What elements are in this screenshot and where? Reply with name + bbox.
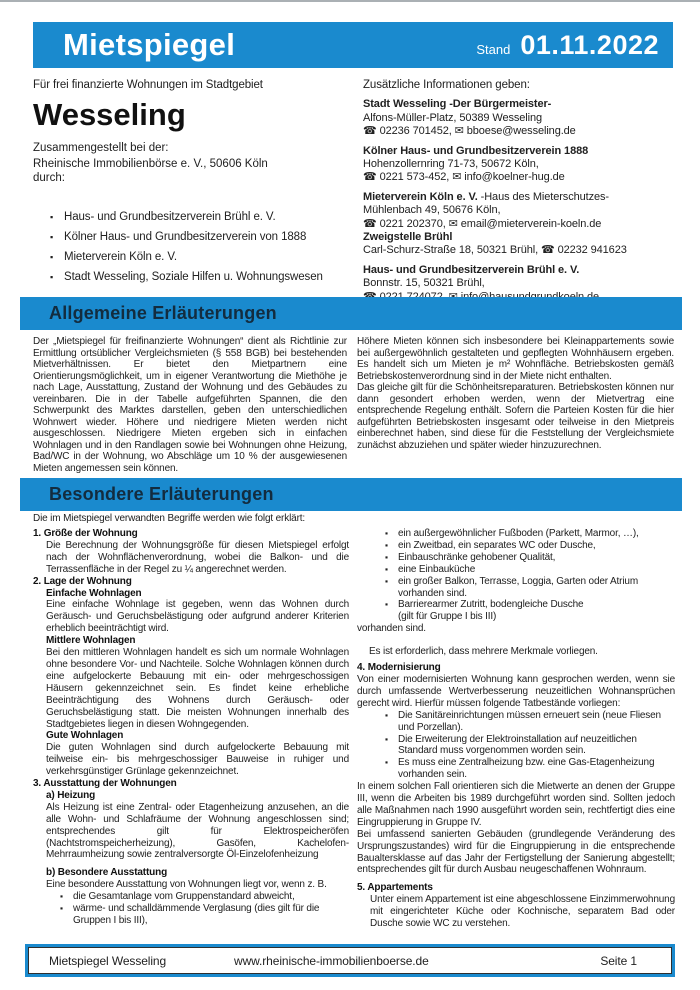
bullet-continuation: (gilt für Gruppe I bis III) (398, 611, 497, 623)
footer-inner (28, 947, 672, 974)
city-title: Wesseling (33, 97, 186, 132)
intro-block (33, 79, 351, 291)
member-name: Stadt Wesseling, Soziale Hilfen u. Wohnungswesen (64, 271, 323, 283)
footer-website: www.rheinische-immobilienboerse.de (234, 953, 429, 968)
contact-name-line (363, 191, 675, 204)
bullet-text: Einbauschränke gehobener Qualität, (398, 551, 556, 563)
subsection-heading: a) Heizung (46, 789, 96, 801)
list-item (357, 734, 675, 758)
phone-icon: ☎ (541, 244, 555, 257)
paragraph: Die Berechnung der Wohnungsgröße für diesen Mietspiegel erfolgt nach der Wohnflächenverordnung, wobei die Balkon- und die Terrassenfläche in der Regel zu ¼ angerechnet werden. (46, 539, 349, 575)
contact-line (363, 171, 675, 184)
contact-block (363, 191, 675, 258)
paragraph: Bei umfassend sanierten Gebäuden (grundlegende Veränderung des Ursprungszustandes) wird für die Eingruppierung in die entsprechende Baualtersklasse auf das Jahr der Fertigstellung der Sanierung abgestellt; entsprechendes gilt für durch Ausbau neugeschaffenen Wohnraum. (357, 828, 675, 876)
contact-email: info@koelner-hug.de (464, 171, 565, 184)
requirement-note: Es ist erforderlich, dass mehrere Merkmale vorliegen. (369, 646, 598, 658)
section-number: 3. (33, 778, 42, 790)
contact-branch-line (363, 244, 675, 257)
section-heading-text: Appartements (367, 882, 433, 894)
footer-doc-name: Mietspiegel Wesseling (49, 953, 167, 968)
mail-icon: ✉ (454, 125, 464, 138)
section-number: 4. (357, 662, 366, 674)
contact-name: Kölner Haus- und Grundbesitzerverein 1888 (363, 144, 589, 157)
stand-date: 01.11.2022 (520, 29, 659, 60)
bullet-text: ein außergewöhnlicher Fußboden (Parkett, Marmor, …), (398, 528, 639, 539)
subsection-heading: b) Besondere Ausstattung (46, 867, 168, 879)
square-bullet-icon: ▪ (50, 272, 54, 282)
square-bullet-icon: ▪ (50, 212, 54, 222)
section-4-modernisierung (357, 662, 675, 876)
section-heading (33, 778, 349, 790)
contacts-block (363, 79, 675, 304)
paragraph: Von einer modernisierten Wohnung kann gesprochen werden, wenn sie durch umfassende Wertverbesserung neuzeitlichen Wohnansprüchen gerecht wird. Hierfür müssen folgende Tatbestände vorliegen: (357, 673, 675, 709)
stand-date-group (476, 30, 659, 61)
list-item (357, 757, 675, 781)
contact-name: Stadt Wesseling -Der Bürgermeister- (363, 98, 552, 111)
besondere-intro: Die im Mietspiegel verwandten Begriffe werden wie folgt erklärt: (33, 513, 306, 524)
besondere-right-column (357, 528, 675, 930)
bullet-text: ein großer Balkon, Terrasse, Loggia, Garten oder Atrium vorhanden sind. (398, 575, 639, 599)
square-bullet-icon: ▪ (60, 903, 63, 914)
member-name: Kölner Haus- und Grundbesitzerverein von 1888 (64, 231, 307, 243)
list-item (33, 271, 351, 284)
allgemeine-right-column (357, 336, 674, 451)
phone-icon: ☎ (363, 125, 377, 138)
section-heading (357, 882, 675, 894)
paragraph: Bei den mittleren Wohnlagen handelt es sich um normale Wohnlagen ohne besondere Vor- und Nachteile. Solche Wohnlagen können durch eine aufgelockerte Bebauung mit ein- oder mehrgeschossigen Häusern gekennzeichnet sein. Es findet keine erhebliche Beeinträchtigung des Wohnens durch Geräusch- oder Geruchsbelästigung statt. Die meisten Wohnungen innerhalb des Stadtgebietes liegen in diesen Wohngegenden. (46, 647, 349, 730)
paragraph: Das gleiche gilt für die Schönheitsreparaturen. Betriebskosten können nur dann gesondert erhoben werden, wenn der Mietvertrag eine entsprechende Regelung enthält. Sofern die Parteien Kosten für die hier aufgeführten Betriebskosten insgesamt oder teilweise in den Mietpreis einberechnet haben, sind diese für die Feststellung der Vergleichsmiete zunächst abzuziehen und später wieder hinzuzurechnen. (357, 382, 674, 451)
square-bullet-icon: ▪ (385, 757, 388, 768)
contact-address: Alfons-Müller-Platz, 50389 Wesseling (363, 111, 543, 124)
contact-phone: 0221 202370, (379, 217, 446, 230)
scan-edge-artifact (0, 0, 700, 2)
section-heading (357, 662, 675, 674)
section-number: 2. (33, 575, 42, 587)
member-list (33, 211, 351, 284)
contact-address: Hohenzollernring 71-73, 50672 Köln, (363, 158, 539, 171)
list-item (33, 251, 351, 264)
list-item (46, 891, 349, 903)
mail-icon: ✉ (448, 217, 458, 230)
mail-icon: ✉ (452, 171, 462, 184)
contact-branch-address: Carl-Schurz-Straße 18, 50321 Brühl, (363, 244, 539, 257)
paragraph: Unter einem Appartement ist eine abgeschlossene Einzimmerwohnung mit eingerichteter Küche oder Kochnische, separatem Bad oder Dusche sowie WC zu verstehen. (370, 894, 675, 930)
square-bullet-icon: ▪ (50, 232, 54, 242)
compiled-label: Zusammengestellt bei der: (33, 142, 169, 154)
section-title: Besondere Erläuterungen (49, 484, 274, 504)
contact-email: bboese@wesseling.de (466, 125, 576, 138)
section-title: Allgemeine Erläuterungen (49, 303, 277, 323)
contact-line (363, 125, 675, 138)
square-bullet-icon: ▪ (385, 599, 388, 610)
list-item (46, 903, 349, 927)
subsection-heading: Mittlere Wohnlagen (46, 635, 136, 647)
stand-label: Stand (476, 41, 511, 57)
contact-name: Haus- und Grundbesitzerverein Brühl e. V. (363, 263, 580, 276)
list-item (357, 710, 675, 734)
section-banner-besondere (20, 478, 682, 511)
compiled-org: Rheinische Immobilienbörse e. V., 50606 Köln (33, 158, 268, 170)
paragraph: Als Heizung ist eine Zentral- oder Etagenheizung anzusehen, an die alle Wohn- und Schlafräume der Wohnung angeschlossen sind; entsprechendes gilt für Elektrospeicheröfen (Nachtstromspeicherheizung), Gasöfen, Kachelofen- Mehrraumheizung sowie zentralversorgte Öl-Einzelofenheizung (46, 801, 349, 861)
bullet-text: Es muss eine Zentralheizung bzw. eine Gas-Etagenheizung vorhanden sein. (398, 757, 655, 781)
subtitle: Für frei finanzierte Wohnungen im Stadtgebiet (33, 79, 263, 91)
list-item (357, 564, 675, 576)
contact-address: Mühlenbach 49, 50676 Köln, (363, 204, 501, 217)
paragraph: Eine besondere Ausstattung von Wohnungen liegt vor, wenn z. B. (46, 879, 327, 891)
bullet-text: ein Zweitbad, ein separates WC oder Dusche, (398, 539, 596, 551)
phone-icon: ☎ (363, 217, 377, 230)
section-heading (33, 528, 349, 540)
list-item (357, 599, 675, 611)
bullet-text: wärme- und schalldämmende Verglasung (dies gilt für die Gruppen I bis III), (73, 903, 320, 926)
phone-icon: ☎ (363, 171, 377, 184)
footer-box (25, 944, 675, 977)
section-1-groesse (33, 528, 349, 576)
contact-branch-phone: 02232 941623 (557, 244, 627, 257)
contact-name-suffix: -Haus des Mieterschutzes- (477, 190, 609, 203)
square-bullet-icon: ▪ (385, 551, 388, 562)
list-item (33, 211, 351, 224)
allgemeine-left-column (33, 336, 347, 474)
section-number: 5. (357, 882, 366, 894)
list-item (357, 552, 675, 564)
member-name: Haus- und Grundbesitzerverein Brühl e. V. (64, 211, 276, 223)
contact-block (363, 98, 675, 138)
bullet-text: Die Erweiterung der Elektroinstallation auf neuzeitlichen Standard muss vorgenommen worden sein. (398, 733, 637, 757)
bullet-text: Die Sanitäreinrichtungen müssen erneuert sein (neue Fliesen und Porzellan). (398, 709, 661, 733)
list-item (357, 540, 675, 552)
square-bullet-icon: ▪ (50, 252, 54, 262)
paragraph: In einem solchen Fall orientieren sich die Mietwerte an denen der Gruppe III, wenn die Arbeiten bis 1989 durchgeführt worden sind. Sollten jedoch alle Maßnahmen nach 1990 ausgeführt worden sein, rechtfertigt dies eine Eingruppierung in Gruppe IV. (357, 781, 675, 828)
section-3-ausstattung (33, 778, 349, 927)
square-bullet-icon: ▪ (60, 891, 63, 902)
subsection-heading: Einfache Wohnlagen (46, 587, 142, 599)
paragraph: Die guten Wohnlagen sind durch aufgelockerte Bebauung mit teilweise ein- bis mehrgeschossiger Bauweise in ruhiger und verkehrsgünstiger Grünlage gekennzeichnet. (46, 742, 349, 778)
square-bullet-icon: ▪ (385, 563, 388, 574)
contact-name: Mieterverein Köln e. V. (363, 190, 478, 203)
contact-phone: 0221 573-452, (379, 171, 450, 184)
bullet-text: Barrierearmer Zutritt, bodengleiche Dusche (398, 599, 584, 611)
square-bullet-icon: ▪ (385, 733, 388, 744)
paragraph: Eine einfache Wohnlage ist gegeben, wenn das Wohnen durch Geräusch- und Geruchsbelästigung oder aufgrund anderer Kriterien erheblich beeinträchtigt wird. (46, 599, 349, 635)
paragraph: Der „Mietspiegel für freifinanzierte Wohnungen“ dient als Richtlinie zur Ermittlung ortsüblicher Vergleichsmieten (§ 558 BGB) bei bestehenden Mietverhältnissen. Er bietet den Mietpartnern eine Orientierungsmöglichkeit, um in eigener Verantwortung die Miethöhe je nach Lage, Ausstattung, Zustand der Wohnung und des Gebäudes zu vereinbaren. Die in der Tabelle aufgeführten Spannen, die den Schwerpunkt des Marktes darstellen, geben den unterschiedlichen Wohnwert wieder. Höhere und niedrigere Mieten werden nicht ausgeschlossen. Niedrigere Mieten ergeben sich in einfachen Wohnlagen und in den Randlagen sowie bei Wohnungen ohne Heizung, Bad/WC in der Wohnung, wo Abschläge um 10 % der ausgewiesenen Mieten angemessen sein können. (33, 336, 347, 474)
doc-title: Mietspiegel (63, 27, 236, 62)
list-item (357, 576, 675, 600)
contact-branch-name: Zweigstelle Brühl (363, 231, 453, 244)
square-bullet-icon: ▪ (385, 709, 388, 720)
bullet-text: eine Einbauküche (398, 563, 476, 575)
contacts-heading: Zusätzliche Informationen geben: (363, 79, 530, 91)
square-bullet-icon: ▪ (385, 528, 388, 538)
besondere-left-column (33, 528, 349, 927)
section-heading-text: Ausstattung der Wohnungen (43, 778, 177, 790)
section-number: 1. (33, 528, 42, 539)
compiled-by: durch: (33, 172, 65, 184)
list-item (33, 231, 351, 244)
section-heading-text: Größe der Wohnung (43, 528, 138, 539)
section-2-lage (33, 576, 349, 778)
list-item (357, 528, 675, 540)
contact-address: Bonnstr. 15, 50321 Brühl, (363, 277, 485, 290)
section-heading (33, 575, 349, 588)
square-bullet-icon: ▪ (385, 539, 388, 550)
paragraph: Höhere Mieten können sich insbesondere bei Kleinappartements sowie bei außergewöhnlich gestalteten und gepflegten Wohnhäusern ergeben. Es handelt sich um Mieten je m² Wohnfläche. Betriebskosten gemäß Betriebskostenverordnung sind in der Miete nicht enthalten. (357, 336, 674, 382)
header-banner (33, 22, 673, 68)
subsection-heading: Gute Wohnlagen (46, 730, 124, 742)
section-5-appartements (357, 882, 675, 930)
section-heading-text: Lage der Wohnung (43, 575, 132, 587)
member-name: Mieterverein Köln e. V. (64, 251, 177, 263)
contact-email: email@mieterverein-koeln.de (460, 217, 602, 230)
footer-page-number: Seite 1 (600, 953, 637, 968)
after-bullets-text: vorhanden sind. (357, 623, 426, 635)
square-bullet-icon: ▪ (385, 575, 388, 586)
contact-line (363, 218, 675, 231)
section-heading-text: Modernisierung (367, 662, 441, 674)
contact-phone: 02236 701452, (379, 125, 452, 138)
bullet-text: die Gesamtanlage vom Gruppenstandard abweicht, (73, 891, 295, 903)
section-banner-allgemeine (20, 297, 682, 330)
contact-block (363, 145, 675, 185)
